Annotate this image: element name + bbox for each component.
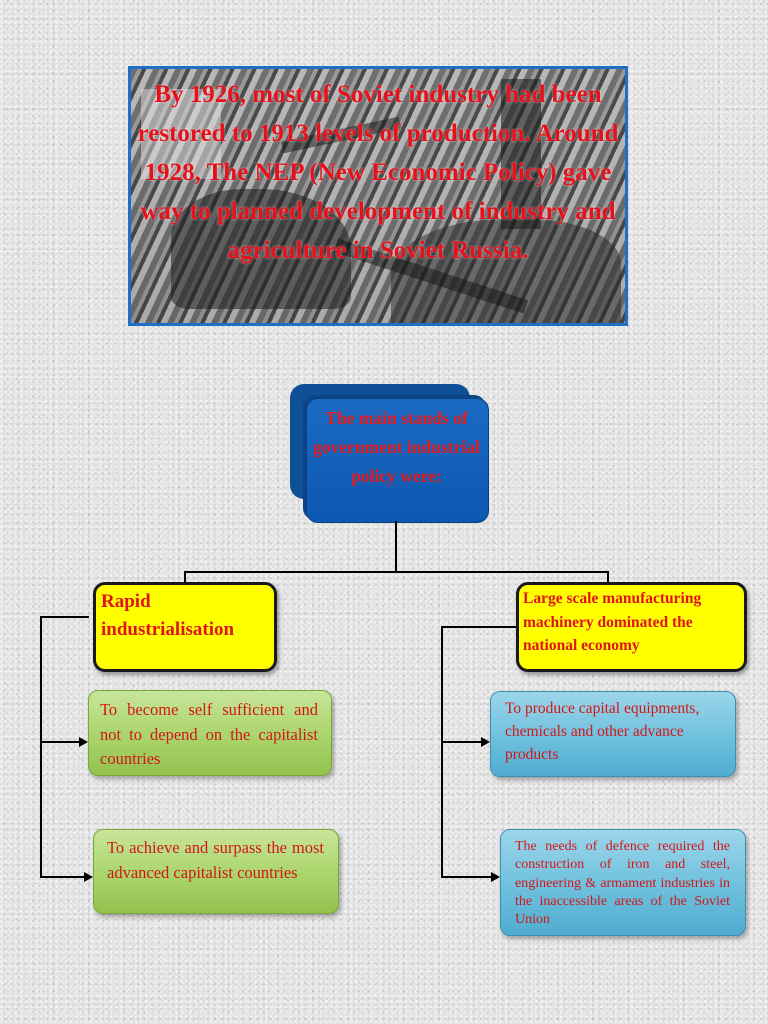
connector-right-to-item1 (441, 741, 482, 743)
connector-right-to-item2 (441, 876, 492, 878)
branch-label-left: Rapid industrialisation (101, 591, 235, 640)
left-item-text-2: To achieve and surpass the most advanced capitalist countries (107, 838, 324, 882)
connector-horizontal (184, 571, 609, 573)
branch-label-right: Large scale manufacturing machinery dominated the national economy (523, 590, 702, 654)
connector-root-down (395, 521, 397, 573)
connector-right-stub (441, 626, 516, 628)
left-item-text-1: To become self sufficient and not to depend on the capitalist countries (100, 700, 318, 768)
right-item-text-2: The needs of defence required the construction of iron and steel, engineering & armament industries in the inaccessible areas of the Soviet Union (515, 839, 730, 926)
connector-right-vertical (441, 626, 443, 878)
connector-left-to-item2 (40, 876, 85, 878)
banner-text: By 1926, most of Soviet industry had been restored to 1913 levels of production. Around 1928, The NEP (New Economic Policy) gave way to planned development of industry and agriculture in Soviet Russia. (137, 81, 619, 264)
arrow-head-icon (79, 737, 88, 747)
connector-left-to-item1 (40, 741, 80, 743)
connector-left-vertical (40, 616, 42, 878)
arrow-head-icon (84, 872, 93, 882)
arrow-head-icon (481, 737, 490, 747)
connector-left-stub (40, 616, 89, 618)
arrow-head-icon (491, 872, 500, 882)
intro-banner (128, 66, 628, 326)
root-text: The main stands of government industrial policy were: (313, 408, 480, 486)
right-item-text-1: To produce capital equipments, chemicals and other advance products (505, 700, 700, 763)
